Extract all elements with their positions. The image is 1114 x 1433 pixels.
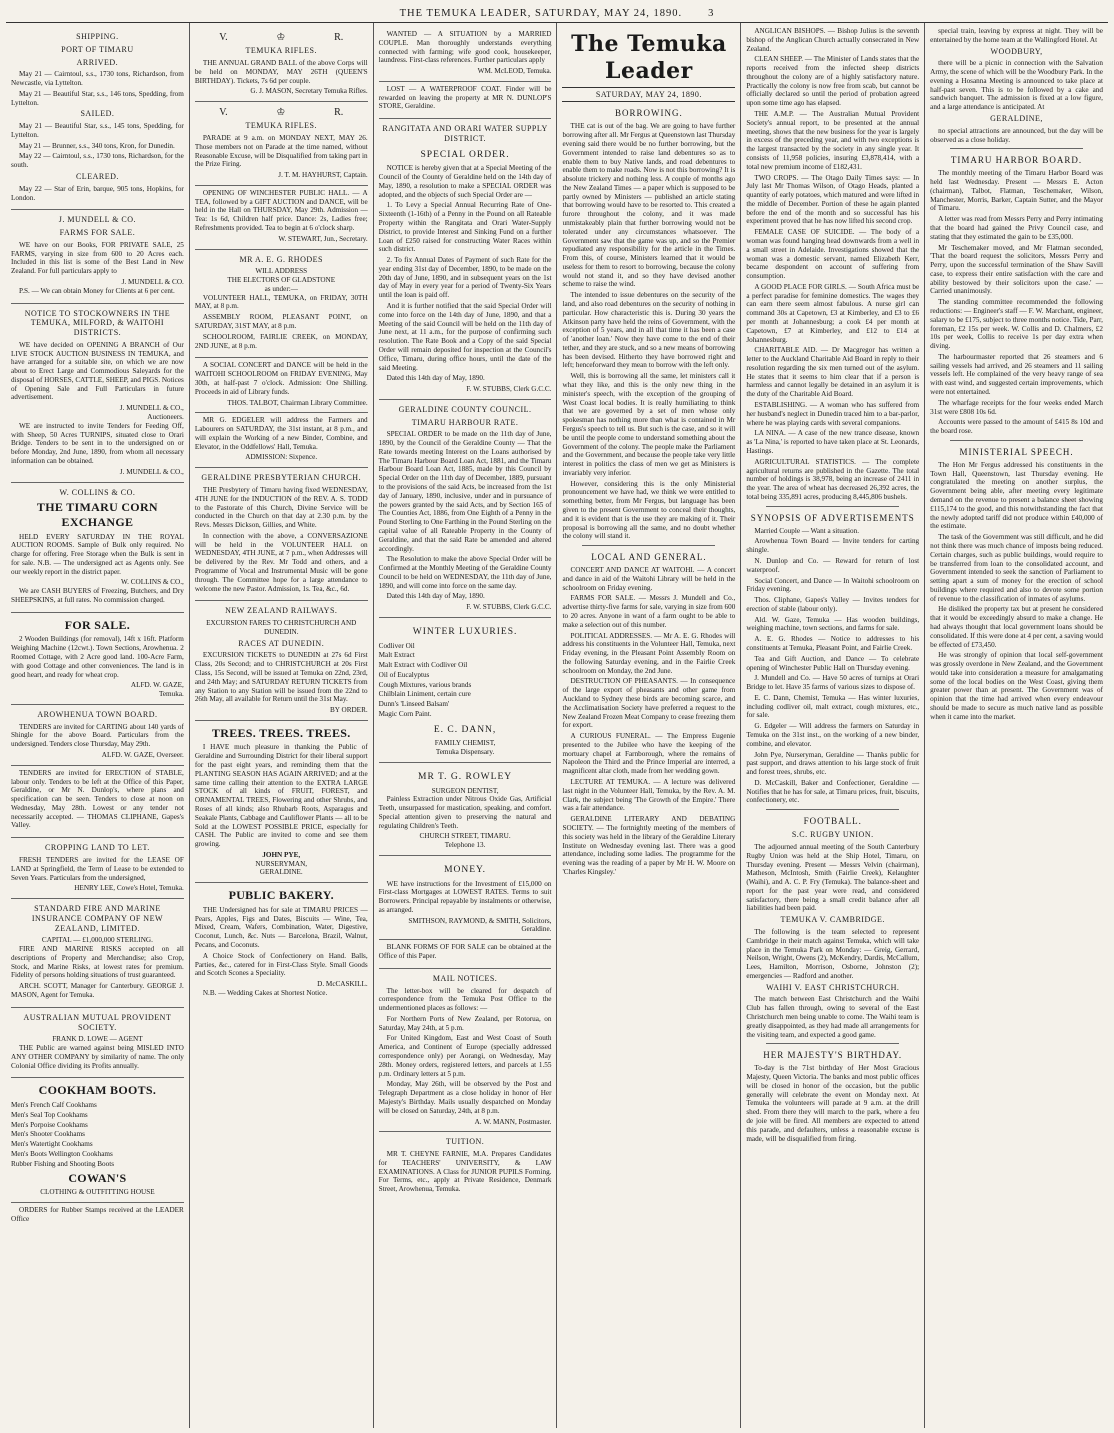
advert-title: PUBLIC BAKERY. — [228, 888, 334, 903]
news-item: DESTRUCTION OF PHEASANTS. — In consequence of the large export of pheasants and other game from Auckland to Sydney these birds are becoming scarce, and the Acclimatisation Society have preferred a request to the New Zealand Frozen Meat Company to cease freezing them for export. — [562, 677, 736, 730]
advert-heading: STANDARD FIRE AND MARINE INSURANCE COMPANY OF NEW ZEALAND, LIMITED. — [31, 904, 164, 933]
r-letter: R. — [334, 107, 344, 119]
article-paragraph: A letter was read from Messrs Perry and Perry intimating that the board had gained the Privy Council case, and stating that they estimated the gain to be £35,000. — [930, 215, 1103, 241]
list-item: Codliver Oil — [378, 641, 415, 650]
advert-body: 2 Wooden Buildings (for removal), 14ft x 16ft. Platform Weighing Machine (12cwt.). Town Sections, Arowhenua. 2 Roomed Cottage, with 2 Acre good land. 100-Acre Farm, with good Cottage and other conveniences. The land is in good heart, and ready for wheat crop. — [11, 635, 184, 679]
list-item: Chilblain Liniment, certain cure — [378, 690, 471, 699]
shipping-section — [11, 27, 184, 210]
list-item: Magic Corn Paint. — [378, 710, 432, 719]
advert-body: BLANK FORMS OF FOR SALE can be obtained at the Office of this Paper. — [378, 943, 552, 961]
shipping-entry: May 22 — Cairntoul, s.s., 1730 tons, Richardson, for the south. — [11, 152, 184, 170]
article-paragraph: THE cat is out of the bag. We are going to have further borrowing after all. Mr Fergus at Queenstown last Thursday evening said there would be no further borrowing, but the Government intended to raise land debentures so as to enable them to buy Native lands, and road debentures to enable them to make roads. Now is not this borrowing? It is absolute trickery and nothing less. A couple of months ago the New Zealand Times — a paper which is supposed to be partly owned by Ministers — published an article stating that borrowing would have to be resorted to. This created a furore throughout the colony, and it was made unmistakeably plain that further borrowing would not be tolerated under any circumstances whatsoever. The Government saw that the game was up, and so the Premier repudiated any responsibility for the article in the Times. From this, of course, Ministers learned that it would be useless for them to resort to borrowing, because the colony would not stand it, and so they have devised another scheme to raise the wind. — [562, 122, 736, 289]
advert-body: SPECIAL ORDER to be made on the 11th day of June, 1890, by the Council of the Geraldine County — That the Rate towards meeting Interest on the Loans authorised by The Timaru Harbour Board Loan Act, 1881, and the Timaru Harbour Board Loan Act, 1885, made by this Council by Special Order on the 11th day of December, 1889, pursuant to the provisions of the said Acts, be increased from the 1st day of January, 1890, inclusive, under and in pursuance of the powers granted by the said Acts, and by Section 165 of The Counties Act, 1886, from One Eighth of a Penny in the Pound Sterling to One Farthing in the Pound Sterling on the capital value of all Rateable Property in the County of Geraldine, and that the said Rate be amended and altered accordingly. — [378, 430, 552, 553]
advert-body: WE have instructions for the Investment of £15,000 on First-class Mortgages at LOWEST RATES. Terms to suit Borrowers. Principal repayable by instalments or otherwise, as arranged. — [378, 879, 552, 914]
article-paragraph: The task of the Government was still difficult, and he did not think there was much chance of imposts being reduced. Certain charges, such as public buildings, would require to be transferred from loan to the consolidated account, and Government intended to seek the sanction of Parliament to setting apart a sum of money for the erection of school buildings where required and also to devote some portion of revenue to the classification of inmates of asylums. — [930, 533, 1103, 603]
article-paragraph: The standing committee recommended the following reductions: — Engineer's staff — F. W. Marchant, engineer, salary to be £175, subject to three months notice. Tide, Parr, foreman, £2 15s per week. W. Collis and D. Chalmers, £2 10s per week, Collis to receive 1s per day extra when diving. — [930, 298, 1103, 351]
stockowners-advert — [11, 304, 184, 483]
column-2 — [190, 23, 374, 1428]
news-item: GERALDINE LITERARY AND DEBATING SOCIETY. — The fortnightly meeting of the members of this society was held in the library of the Geraldine Literary Institute on Wednesday evening last. There was a good attendance, including some ladies. The programme for the evening was the reading of a paper by Mr H. W. Moore on 'Charles Kingsley.' — [562, 815, 736, 876]
mail-notices — [379, 969, 552, 1132]
advert-heading: RANGITATA AND ORARI WATER SUPPLY DISTRICT. — [382, 124, 548, 143]
rifles-ball-advert — [195, 27, 368, 102]
column-5 — [741, 23, 925, 1428]
place-heading: GERALDINE, — [990, 114, 1043, 123]
advert-body: FRESH TENDERS are invited for the LEASE OF LAND at Springfield, the Term of Lease to be extended to Seven Years. Particulars from the undersigned, — [11, 855, 184, 882]
advert-body: EXCURSION TICKETS to DUNEDIN at 27s 6d First Class, 20s Second; and to CHRISTCHURCH at 20s First Class, 15s Second, will be issued at Temuka on 22nd, 23rd, and 24th May; and SATURDAY RETURN TICKETS from any Station to any Station will be issued from the 22nd to 26th May, all available for Return until the 31st May. — [194, 651, 368, 704]
synopsis-item: Ald. W. Gaze, Temuka — Has wooden buildings, weighing machine, town sections, and farms for sale. — [746, 615, 920, 633]
advert-heading: NOTICE TO STOCKOWNERS IN THE TEMUKA, MILFORD, & WAITOHI DISTRICTS. — [24, 308, 171, 338]
news-item: LA NINA. — A case of the new trance disease, known as 'La Nina,' is reported to have taken place at St. Leonards, Hastings. — [746, 429, 920, 455]
advert-subtitle: FAMILY CHEMIST, — [434, 739, 496, 748]
advert-signature: W. COLLINS & CO., — [121, 578, 184, 587]
advert-signature: J. MUNDELL & CO., — [119, 404, 184, 413]
advert-signature: THOS. TALBOT, Chairman Library Committee. — [227, 398, 368, 407]
news-item: CONCERT AND DANCE AT WAITOHI. — A concert and dance in aid of the Waitohi Library will be held in the schoolroom on Friday evening. — [562, 566, 736, 592]
order-item: 2. To fix Annual Dates of Payment of such Rate for the year ending 31st day of December, 1890, to be made on the 20th day of June, 1890, and in subsequent years on the 1st day of May in every year for a period of Twenty-Six Years until the loan is paid off. — [378, 256, 552, 300]
advert-body: THE ANNUAL GRAND BALL of the above Corps will be held on MONDAY, MAY 26TH (QUEEN'S BIRTHDAY). Tickets, 7s 6d per couple. — [194, 58, 368, 85]
port-heading: PORT OF TIMARU — [61, 44, 134, 54]
advert-body: NOTICE is hereby given that at a Special Meeting of the Council of the County of Geraldine held on the 14th day of May, 1890, a resolution to make a SPECIAL ORDER was adopted, and the objects of such Special Order are — — [378, 164, 552, 199]
chemist-advert — [379, 618, 552, 763]
list-item: Rubber Fishing and Shooting Boots — [11, 1159, 115, 1168]
advert-heading: TUITION. — [445, 1137, 485, 1147]
meeting-item: ASSEMBLY ROOM, PLEASANT POINT, on SATURDAY, 31ST MAY, at 8 p.m. — [194, 313, 368, 331]
advert-subtitle: Temuka Dispensary. — [435, 748, 495, 757]
list-item: Men's Shooter Cookhams — [11, 1130, 85, 1139]
article-paragraph: The wharfage receipts for the four weeks ended March 31st were £808 10s 6d. — [930, 398, 1103, 416]
news-item: ANGLICAN BISHOPS. — Bishop Julius is the seventh bishop of the Anglican Church actually consecrated in New Zealand. — [746, 27, 920, 53]
advert-signature: J. MUNDELL & CO. — [121, 277, 184, 286]
synopsis-item: Thos. Cliphane, Gapes's Valley — Invites tenders for erection of stable (labour only). — [746, 596, 920, 613]
speech-heading: MINISTERIAL SPEECH. — [959, 446, 1074, 457]
advert-heading: AROWHENUA TOWN BOARD. — [37, 709, 158, 719]
advert-signature: F. W. STUBBS, Clerk G.C.C. — [466, 385, 552, 394]
advert-signature: JOHN PYE, — [262, 850, 301, 859]
v-letter: V. — [219, 107, 228, 119]
column-6 — [925, 23, 1108, 1428]
advert-title: TREES. TREES. TREES. — [211, 725, 351, 740]
synopsis-item: Tea and Gift Auction, and Dance — To celebrate opening of Winchester Public Hall on Thursday evening. — [746, 654, 920, 672]
advert-heading: TEMUKA RIFLES. — [245, 121, 317, 131]
advert-body: PARADE at 9 a.m. on MONDAY NEXT, MAY 26. Those members not on Parade at the time named, without Reasonable Excuse, will be Disqualified from taking part in the Prize Firing. — [194, 134, 368, 169]
divider — [766, 506, 899, 507]
advert-signature: ALFD. W. GAZE, — [130, 681, 184, 690]
advert-capital: CAPITAL — £1,000,000 STERLING. — [41, 936, 153, 945]
social-concert-advert — [195, 358, 368, 413]
town-board-advert — [11, 705, 184, 766]
advert-agent: FRANK D. LOWE — AGENT — [52, 1035, 143, 1044]
article-paragraph: He disliked the property tax but at present he considered that it would be exceedingly absurd to make a change. He had always thought that local government loans should be consolidated. If this were done at 4 per cent, a saving would be effected of £73,450. — [930, 605, 1103, 649]
news-item: CHARITABLE AID. — Dr Macgregor has written a letter to the Auckland Charitable Aid Board in reply to their resolution regarding the six men turned out of the asylum. He states that it seems to him clear that if a person is harmless and cannot legally be detained in an asylum it is the duty of the Charitable Aid Board. — [746, 346, 920, 399]
tuition-advert — [379, 1132, 552, 1201]
cleared-heading: CLEARED. — [75, 172, 119, 182]
advert-body: MR T. CHEYNE FARNIE, M.A. Prepares Candidates for TEACHERS' UNIVERSITY, & LAW EXAMINATIONS. A Class for JUNIOR PUPILS Forming. For Terms, etc., apply at Private Residence, Denmark Street, Arowhenua, Temuka. — [378, 1150, 552, 1194]
advert-heading: AUSTRALIAN MUTUAL PROVIDENT SOCIETY. — [23, 1012, 172, 1032]
column-3 — [374, 23, 558, 1428]
advert-body: OPENING OF WINCHESTER PUBLIC HALL. — A TEA, followed by a GIFT AUCTION and DANCE, will be held in the Hall on THURSDAY, May 29th. Admission — Tea: 1s 6d, Children half price. Dance: 2s, Ladies free; Refreshments provided. Tea to begin at 6 o'clock sharp. — [194, 188, 368, 233]
divider — [766, 1043, 899, 1044]
advert-line: as under:— — [264, 284, 298, 293]
advert-signature: A. W. MANN, Postmaster. — [474, 1117, 552, 1126]
newspaper-flag: The Temuka Leader — [571, 31, 727, 84]
masthead-bar — [6, 4, 1108, 23]
crown-icon: ♔ — [276, 32, 286, 43]
list-item: Men's Porpoise Cookhams — [11, 1120, 88, 1129]
railways-advert — [195, 601, 368, 721]
advert-heading: CROPPING LAND TO LET. — [45, 843, 150, 853]
synopsis-item: E. C. Dann, Chemist, Temuka — Has winter luxuries, including codliver oil, malt extract, cough mixtures, etc., for sale. — [746, 693, 920, 720]
farms-advert — [11, 210, 184, 303]
advert-body: HELD EVERY SATURDAY IN THE ROYAL AUCTION ROOMS. Sample of Bulk only required. No charge for offering. Free Storage when the Bulk is sent in for sale. N.B. — The undersigned act as Agents only. See our weekly report in the district paper. — [11, 532, 184, 576]
divider — [950, 148, 1083, 149]
insurance-advert — [11, 899, 184, 1008]
advert-body: THE Presbytery of Timaru having fixed WEDNESDAY, 4TH JUNE for the INDUCTION of the REV. A. S. TODD to the Pastorate of this Church, Divine Service will be conducted in the Church on that day at 2.30 p.m. by the Revs. Messrs Dickson, Gillies, and White. — [194, 485, 368, 530]
shipping-entry: May 21 — Beautiful Star, s.s., 145 tons, Spedding, for Lyttelton. — [11, 122, 184, 139]
r-letter: R. — [334, 32, 344, 43]
advert-signature: F. W. STUBBS, Clerk G.C.C. — [466, 603, 552, 612]
advert-body: In connection with the above, a CONVERSAZIONE will be held in the VOLUNTEER HALL on WEDNESDAY, 4TH JUNE, at 7 p.m., when Addresses will be delivered by the Rev. Mr Todd and others, and a Programme of Vocal and Instrumental Music will be gone through. The Committee hope for a large attendance to welcome the new Pastor. Admission, 1s. Tea, &c., 6d. — [194, 531, 368, 593]
meeting-item: SCHOOLROOM, FAIRLIE CREEK, on MONDAY, 2ND JUNE, at 8 p.m. — [194, 332, 368, 350]
arrived-heading: ARRIVED. — [76, 57, 119, 67]
list-item: Men's Boots Wellington Cookhams — [11, 1149, 113, 1158]
advert-signature: D. McCASKILL. — [317, 980, 368, 989]
trees-advert — [195, 721, 368, 883]
local-news-heading: LOCAL AND GENERAL. — [591, 552, 707, 563]
advert-heading: NEW ZEALAND RAILWAYS. — [225, 606, 338, 616]
birthday-heading: HER MAJESTY'S BIRTHDAY. — [763, 1050, 903, 1061]
advert-heading: J. MUNDELL & CO. — [58, 215, 137, 225]
advert-title: MR T. G. ROWLEY — [418, 771, 513, 782]
advert-note: N.B. — Wedding Cakes at Shortest Notice. — [202, 988, 328, 997]
advert-heading: GERALDINE COUNTY COUNCIL. — [398, 404, 532, 414]
shipping-entry: May 22 — Star of Erin, barque, 905 tons, Hopkins, for London. — [11, 184, 184, 202]
advert-heading: MAIL NOTICES. — [432, 973, 498, 983]
column-1 — [6, 23, 190, 1428]
news-item: FARMS FOR SALE. — Messrs J. Mundell and Co., advertise thirty-five farms for sale, varying in size from 600 to 20 acres. Anyone in want of a farm ought to be able to make a selection out of this number. — [562, 594, 736, 629]
advert-heading: TEMUKA RIFLES. — [245, 46, 317, 56]
news-item: A GOOD PLACE FOR GIRLS. — South Africa must be a perfect paradise for feminine domestics. The wages they can earn there seem almost fabulous. A nurse girl can command 30s at Capetown, £3 at Kimberley, and £3 to £6 per month at Johannesburg; a cook £4 per month at Capetown, £7 at Kimberley, and £12 to £14 at Johannesburg. — [746, 282, 920, 344]
article-paragraph: The following is the team selected to represent Cambridge in their match against Temuka, which will take place in the Temuka Park on Monday: — Greig, Gerrard, Neilson, Wright, Owens (2), McKendry, Dardis, McCallum, Lees, Hamilton, Morrison, Osborne, Johnston (2); emergencies — Radford and another. — [746, 927, 920, 980]
lost-advert — [379, 82, 552, 119]
boots-advert — [11, 1078, 184, 1203]
list-item: Men's French Calf Cookhams — [11, 1101, 97, 1110]
list-item: Oil of Eucalyptus — [378, 670, 430, 679]
synopsis-heading: SYNOPSIS OF ADVERTISEMENTS — [750, 512, 915, 523]
article-paragraph: However, considering this is the only Ministerial pronouncement we have had, we think we were entitled to something better, from Mr Fergus, but language has been given to the present Government to conceal their thoughts, and it is evident that is the use they are making of it. Their proposal is borrowing all the same, and no doubt whether the colony will stand it. — [562, 479, 736, 541]
article-paragraph: Mr Teschemaker moved, and Mr Flatman seconded, 'That the board request the solicitors, Messrs Perry and Perry, upon the successful termination of the Shaw Savill case, to express their entire satisfaction with the care and ability bestowed by their solicitors upon the case.' — Carried unanimously. — [930, 243, 1103, 296]
synopsis-item: Social Concert, and Dance — In Waitohi schoolroom on Friday evening. — [746, 576, 920, 594]
wanted-advert — [379, 27, 552, 82]
synopsis-item: D. McCaskill, Baker and Confectioner, Geraldine — Notifies that he has for sale, at Timaru prices, fruit, biscuits, confectionery, etc. — [746, 778, 920, 805]
hall-opening-advert — [195, 186, 368, 250]
article-paragraph: The Hon Mr Fergus addressed his constituents in the Town Hall, Queenstown, last Thursday evening. He congratulated the meeting on another surplus, the Government being able, after meeting every legitimate demand on the revenue to present a balance sheet showing £115,174 to the good, and this notwithstanding the fact that the newly adopted tariff did not produce within £40,000 of the estimate. — [930, 460, 1103, 531]
shipping-entry: May 21 — Beautiful Star, s.s., 146 tons, Spedding, from Lyttelton. — [11, 89, 184, 107]
advert-address: CHURCH STREET, TIMARU. — [419, 832, 511, 841]
advert-line: WILL ADDRESS — [255, 267, 308, 276]
crown-icon: ♔ — [276, 107, 286, 119]
advert-subheading: EXCURSION FARES TO CHRISTCHURCH AND DUNEDIN. — [206, 619, 357, 636]
masthead-title: THE TEMUKA LEADER, SATURDAY, MAY 24, 1890. — [399, 7, 683, 19]
list-item: Men's Watertight Cookhams — [11, 1140, 93, 1149]
advert-admission: ADMISSION: Sixpence. — [245, 453, 318, 462]
news-item: LECTURE AT TEMUKA. — A lecture was delivered last night in the Volunteer Hall, Temuka, by the Rev. A. M. Clark, the subject being 'The Growth of the Empire.' There was a fair attendance. — [562, 778, 736, 813]
advert-body: FIRE AND MARINE RISKS accepted on all descriptions of Property and Merchandise; also Crop, Stock, and Marine Risks, at lowest rates for premium. Fidelity of persons holding situations of trust guaranteed. — [11, 945, 184, 980]
presbyterian-advert — [195, 468, 368, 601]
advert-subtitle: SURGEON DENTIST, — [431, 786, 499, 795]
advert-body: We are CASH BUYERS of Freezing, Butchers, and Dry SHEEPSKINS, at full rates. No commission charged. — [11, 587, 184, 604]
advert-signature: HENRY LEE, Cowe's Hotel, Temuka. — [74, 884, 184, 893]
article-heading: BORROWING. — [615, 108, 683, 119]
harbour-rate-advert — [379, 400, 552, 618]
advert-heading: MR A. E. G. RHODES — [239, 254, 323, 264]
list-item: Cough Mixtures, various brands — [378, 680, 472, 689]
article-paragraph: there will be a picnic in connection with the Salvation Army, the scene of which will be the Woodbury Park. In the evening a Hosanna Meeting is announced to take place at half-past seven. This is to be followed by a cake and sandwich banquet. The admission is fixed at a low figure, and a large attendance is anticipated. At — [930, 59, 1103, 112]
advert-heading: GERALDINE PRESBYTERIAN CHURCH. — [201, 473, 362, 483]
advert-title: THE TIMARU CORN EXCHANGE — [36, 500, 158, 529]
synopsis-item: John Pye, Nurseryman, Geraldine — Thanks public for past support, and draws attention to his large stock of fruit and forest trees, shrubs, etc. — [746, 750, 920, 777]
rhodes-advert — [195, 250, 368, 359]
shipping-heading: SHIPPING. — [76, 32, 119, 41]
bakery-advert — [195, 883, 368, 1004]
advert-date: Dated this 14th day of May, 1890. — [386, 592, 485, 601]
advert-body: MR G. EDGELER will address the Farmers and Labourers on SATURDAY, the 31st instant, at 8 p.m., and will explain the Working of a new Binder, Combine, and Elevator, in the Oddfellows' Hall, Temuka. — [194, 416, 368, 451]
column-4 — [557, 23, 741, 1428]
shipping-entry: May 21 — Cairntoul, s.s., 1730 tons, Richardson, from Newcastle, via Lyttelton. — [11, 70, 184, 88]
list-item: Malt Extract — [378, 651, 415, 660]
advert-subtitle: CLOTHING & OUTFITTING HOUSE — [40, 1188, 155, 1197]
advert-body: The letter-box will be cleared for despatch of correspondence from the Temuka Post Office to the undermentioned places as follows: — — [378, 986, 552, 1013]
advert-signature: ARCH. SCOTT, Manager for Canterbury. GEORGE J. MASON, Agent for Temuka. — [11, 982, 184, 999]
article-paragraph: The intended to issue debentures on the security of the land, and also road debentures on the security of nothing in particular. How characteristic this is. During 30 years the Atkinson party have held the reins of Government, with the exception of 5 years, and in all that time it has been a case of 'another loan.' Now they have come to the end of their tether, and they are stuck, and so a new means of borrowing has been devised. Hitherto they have borrowed right and left; henceforward they mean to borrow with the left only. — [562, 291, 736, 370]
edgeler-advert — [195, 413, 368, 468]
advert-signature: SMITHSON, RAYMOND, & SMITH, Solicitors, Geraldine. — [408, 916, 552, 934]
article-paragraph: He was strongly of opinion that local self-government was grossly overdone in New Zealand, and the Government would take into consideration a measure for amalgamating some of the local bodies on the West Coast, giving them greater power than at present. The Government was of opinion that the time had arrived when every endeavour should be made to secure as much native land as possible when it came into the market. — [930, 651, 1103, 721]
news-item: AGRICULTURAL STATISTICS. — The complete agricultural returns are published in the Gazette. The total number of holdings is 38,978, being an increase of 2411 in the year. The area of wheat has decreased 26,392 acres, the total being 335,891 acres, producing 8,445,806 bushels. — [746, 457, 920, 501]
article-paragraph: Accounts were passed to the amount of £415 8s 10d and the board rose. — [930, 418, 1103, 436]
advert-body: THE Public are warned against being MISLED INTO ANY OTHER COMPANY by similarity of name. The only Colonial Office dividing its Profits annually. — [11, 1044, 184, 1070]
synopsis-item: A. E. G. Rhodes — Notice to addresses to his constituents at Temuka, Pleasant Point, and Fairlie Creek. — [746, 635, 920, 652]
harbor-board-heading: TIMARU HARBOR BOARD. — [950, 155, 1083, 166]
advert-signature: W. STEWART, Jun., Secretary. — [278, 234, 368, 243]
advert-signature: J. T. M. HAYHURST, Captain. — [278, 171, 368, 180]
news-item: FEMALE CASE OF SUICIDE. — The body of a woman was found hanging head downwards from a well in a small street in Adelaide. Investigations showed that the woman was a domestic servant, named Elizabeth Kerr, became despondent on account of suffering from consumption. — [746, 228, 920, 281]
advert-subheading: TIMARU HARBOUR RATE. — [411, 417, 519, 427]
advert-signature: Auctioneers. — [147, 413, 184, 422]
special-order-advert — [379, 119, 552, 400]
amp-advert — [11, 1008, 184, 1079]
divider — [766, 809, 899, 810]
news-item: THE A.M.P. — The Australian Mutual Provident Society's annual report, to be presented at the annual meeting, shows that the new business for the year is largely in excess of the preceding year, and with two exceptions is the largest transacted by the society in any single year. It consists of 11,958 policies, insuring £3,878,414, with a total new premium income of £182,431. — [746, 110, 920, 171]
synopsis-item: G. Edgeler — Will address the farmers on Saturday in Temuka on the 31st inst., on the working of a new binder, combine, and elevator. — [746, 722, 920, 748]
dentist-advert — [379, 763, 552, 856]
advert-title: MONEY. — [444, 865, 487, 875]
advert-signature: J. MUNDELL & CO., — [119, 467, 184, 476]
advert-body: TENDERS are invited for ERECTION of STABLE, labour only. Tenders to be left at the Office of this Paper, Geraldine, or Mr N. Dunlop's, where plans and specification can be seen. Tenders to close at noon on Wednesday, May 28th. Lowest or any tender not necessarily accepted. — THOMAS CLIPHANE, Gapes's Valley. — [11, 768, 184, 830]
blank-forms-advert — [379, 940, 552, 969]
advert-signature: G. J. MASON, Secretary Temuka Rifles. — [250, 87, 368, 96]
mail-item: For Northern Ports of New Zealand, per Rotorua, on Saturday, May 24th, at 5 p.m. — [378, 1014, 552, 1032]
advert-body: Monday, May 26th, will be observed by the Post and Telegraph Department as a close holiday in honor of Her Majesty's Birthday. Mails usually despatched on Monday will be closed on Saturday, 24th, at 8 p.m. — [378, 1080, 552, 1115]
advert-title: COWAN'S — [68, 1170, 127, 1185]
football-subheading: S.C. RUGBY UNION. — [791, 830, 874, 840]
advert-body: WE have on our Books, FOR PRIVATE SALE, 25 FARMS, varying in size from 600 to 20 Acres each. Included in this list is some of the Best Land in New Zealand. For full particulars apply to — [11, 240, 184, 276]
advert-telephone: Telephone 13. — [444, 841, 486, 850]
synopsis-item: Married Couple — Want a situation. — [754, 526, 859, 535]
list-item: Men's Seal Top Cookhams — [11, 1110, 88, 1119]
match-heading: TEMUKA V. CAMBRIDGE. — [780, 915, 885, 925]
advert-body: The Resolution to make the above Special Order will be Confirmed at the Monthly Meeting of the Geraldine County Council to be held on WEDNESDAY, the 11th day of June, 1890, and will come into force on the same day. — [378, 555, 552, 590]
advert-title: WINTER LUXURIES. — [412, 626, 518, 637]
cropping-advert — [11, 838, 184, 899]
football-heading: FOOTBALL. — [803, 816, 862, 827]
advert-subheading: FARMS FOR SALE. — [59, 228, 136, 238]
advert-body: WE have decided on OPENING A BRANCH of Our LIVE STOCK AUCTION BUSINESS IN TEMUKA, and have arranged for a suitable site, on which we are now about to Erect Large and Commodious Saleyards for the disposal of HORSES, CATTLE, SHEEP, and PIGS. Notices of Opening Sale and Full Particulars in future advertisement. — [11, 340, 184, 402]
synopsis-item: J. Mundell and Co. — Have 50 acres of turnips at Orari Bridge to let. Have 35 farms of various sizes to dispose of. — [746, 674, 920, 692]
divider — [582, 545, 715, 546]
article-paragraph: Well, this is borrowing all the same, let ministers call it what they like, and this is the only new thing in the minister's speech, with the exception of the grouping of West Coast local bodies. It is really humiliating to think that we are governed by a set of men whose only spokesman has nothing more than what is contained in Mr Fergus's speech to tell us. But such is the case, and so it will be until the people come to understand something about the Government of the colony. The people make the Parliament and the Government, and because the people take very little interest in politics the class of men we get as Ministers is invariably very inferior. — [562, 372, 736, 477]
advert-body: WANTED — A SITUATION by a MARRIED COUPLE. Man thoroughly understands everything connected with farming; wife good cook, housekeeper, laundress. First-class references. Further particulars apply — [378, 30, 552, 65]
news-item: POLITICAL ADDRESSES. — Mr A. E. G. Rhodes will address his constituents in the Volunteer Hall, Temuka, next Friday evening, in the Pleasant Point Assembly Room on the following Saturday evening, and in the Fairlie Creek schoolroom on Monday, the 2nd June. — [562, 631, 736, 675]
advert-body: And it is further notified that the said Special Order will come into force on the 14th day of June, 1890, and that a Meeting of the said Council will be held on the 11th day of June next, at 11 a.m., for the purpose of confirming such resolution. The Rate Book and a Copy of the said Special Order will remain deposited for inspection at the Council's Office, Timaru, during office hours, until the date of the said Meeting. — [378, 302, 552, 372]
advert-body: I HAVE much pleasure in thanking the Public of Geraldine and Surrounding District for their liberal support for the past eight years, and reminding them that the PLANTING SEASON HAS AGAIN ARRIVED; and at the same time calling their attention to the EXTRA LARGE STOCK of all kinds of FRUIT, FOREST, and ORNAMENTAL TREES, Flowering and other Shrubs, and Roses of all kinds; also Rhubarb Roots, Asparagus and Seakale Plants, Cabbage and Cauliflower Plants — all to be Sold at the LOWEST POSSIBLE PRICE, especially for CASH. The Public are invited to come and see them growing. — [194, 743, 368, 849]
stamps-advert — [11, 1203, 184, 1231]
advert-body: LOST — A WATERPROOF COAT. Finder will be rewarded on leaving the property at MR N. DUNLOP'S STORE, Geraldine. — [378, 84, 552, 111]
for-sale-advert — [11, 613, 184, 705]
advert-subheading: RACES AT DUNEDIN. — [238, 638, 325, 648]
advert-signature: NURSERYMAN, — [255, 859, 308, 868]
advert-line: THE ELECTORS OF GLADSTONE — [227, 276, 336, 285]
money-advert — [379, 856, 552, 940]
rifles-parade-advert — [195, 102, 368, 186]
news-item: A CURIOUS FUNERAL. — The Empress Eugenie presented to the Jubilee who have the keeping of the mortuary chapel at Farnborough, where the remains of Napoleon the Third and the Prince Imperial are interred, a magnificent altar cloth, made from her wedding gown. — [562, 732, 736, 776]
article-paragraph: The match between East Christchurch and the Waihi Club has fallen through, owing to several of the East Christchurch men being unable to come. The Waihi team is greatly disappointed, as they had made all arrangements for the visiting team, and expected a good game. — [746, 995, 920, 1039]
article-paragraph: The harbourmaster reported that 26 steamers and 6 sailing vessels had arrived, and 26 steamers and 11 sailing vessels left. He complained of the very heavy range of sea with east wind, and suggested certain improvements, which were not entertained. — [930, 352, 1103, 397]
article-paragraph: The adjourned annual meeting of the South Canterbury Rugby Union was held at the Ship Hotel, Timaru, on Thursday evening. Present — Messrs Velvin (chairman), Matheson, McIntosh, Smith (Fairlie Creek), Kelaughter (Waihi), and A. C. P. Fry (Temuka). The balance-sheet and report for the past year were read, and considered satisfactory, there being a small credit balance after all liabilities had been paid. — [746, 842, 920, 913]
advert-signature: ALFD. W. GAZE, Overseer. — [101, 750, 184, 759]
dateline: SATURDAY, MAY 24, 1890. — [562, 87, 735, 103]
advert-body: A Choice Stock of Confectionery on Hand. Balls, Parties, &c., catered for in First-Class Style. Small Goods and Scotch Scones a Speciality. — [194, 951, 368, 978]
place-heading: WOODBURY, — [990, 46, 1043, 56]
advert-postscript: P.S. — We can obtain Money for Clients at 6 per cent. — [19, 286, 175, 295]
advert-subheading: SPECIAL ORDER. — [420, 149, 510, 160]
match-heading: WAIHI V. EAST CHRISTCHURCH. — [766, 982, 900, 992]
v-letter: V. — [219, 32, 228, 43]
advert-heading: W. COLLINS & CO. — [59, 487, 136, 497]
list-item: Malt Extract with Codliver Oil — [378, 661, 468, 670]
advert-signature: GERALDINE. — [259, 868, 303, 877]
news-item: TWO CROPS. — The Otago Daily Times says: — In July last Mr Thomas Wilson, of Otago Heads, planted a quantity of early potatoes, which matured and were lifted in the middle of December. Portion of these he again planted before the end of the month and so successful has his experiment proved that he has now lifted his second crop. — [746, 173, 920, 226]
mail-item: For United Kingdom, East and West Coast of South America, and Continent of Europe (specially addressed correspondence only) per Aorangi, on Wednesday, May 28th. Money orders, registered letters, and parcels at 1.55 p.m. Ordinary letters at 5 p.m. — [378, 1034, 552, 1078]
list-item: Dunn's 'Linseed Balsam' — [378, 700, 450, 709]
advert-body: TENDERS are invited for CARTING about 140 yards of Shingle for the above Board. Particulars from the undersigned. Tenders close Thursday, May 29th. — [11, 722, 184, 749]
advert-body: Painless Extraction under Nitrous Oxide Gas, Artificial Teeth, unsurpassed for mastication, speaking, and comfort. Special attention given to preserving the natural and regulating Children's Teeth. — [378, 795, 552, 830]
divider — [950, 440, 1083, 441]
news-item: ESTABLISHING. — A woman who has suffered from her husband's neglect in Dunedin traced him to a bar-parlor, where he was playing cards with several companions. — [746, 401, 920, 427]
page-number: 3 — [708, 7, 715, 19]
article-paragraph: special train, leaving by express at night. They will be entertained by the home team at the Wallingford Hotel. At — [930, 27, 1103, 44]
advert-body: ORDERS for Rubber Stamps received at the LEADER Office — [11, 1205, 184, 1223]
advert-date: Dated this 14th day of May, 1890. — [386, 374, 485, 383]
advert-signature: Temuka. — [158, 690, 184, 699]
article-paragraph: To-day is the 71st birthday of Her Most Gracious Majesty, Queen Victoria. The banks and most public offices will be closed in honor of the occasion, but the public generally will celebrate the event on Monday next. At Temuka the volunteers will parade at 9 a.m. at the drill shed. From there they will march to the park, where a feu de joie will be fired. All members are expected to attend this parade, and defaulters, unless a reasonable excuse is made, will be disqualified from firing. — [746, 1064, 920, 1143]
shipping-entry: May 21 — Brunner, s.s., 340 tons, Kron, for Dunedin. — [19, 141, 175, 150]
advert-signature: BY ORDER. — [329, 706, 368, 715]
advert-body: THE Undersigned has for sale at TIMARU PRICES — Pears, Apples, Figs and Dates, Biscuits — Wine, Tea, Mixed, Cream, Wafers, Combination, Water, Digestive, Coconut, Lunch, &c. Nuts — Barcelona, Brazil, Walnut, Pecans, and Coconuts. — [194, 905, 368, 949]
synopsis-item: N. Dunlop and Co. — Reward for return of lost waterproof. — [746, 556, 920, 574]
advert-title: COOKHAM BOOTS. — [38, 1083, 157, 1098]
advert-body: WE are instructed to invite Tenders for Feeding Off, with Sheep, 50 Acres TURNIPS, situated close to Orari Bridge. Tenders to be sent in to the undersigned on or before Monday, 2nd June, 1890, from whom all necessary information can be obtained. — [11, 421, 184, 465]
order-item: 1. To Levy a Special Annual Recurring Rate of One-Sixteenth (1-16th) of a Penny in the Pound on all Rateable Property within the Rangitata and Orari Water-Supply District, to provide Interest and Sinking Fund on a further Loan of £250 raised for constructing Water Races within such district. — [378, 201, 552, 254]
advert-signature: WM. McLEOD, Temuka. — [477, 67, 552, 76]
vr-emblem — [195, 107, 368, 119]
sailed-heading: SAILED. — [80, 109, 115, 119]
article-paragraph: The monthly meeting of the Timaru Harbor Board was held last Wednesday. Present — Messrs E. Acton (chairman), Talbot, Flatman, Teschemaker, Wilson, Manchester, Morris, Barker, Captain Sutter, and the Mayor of Timaru. — [930, 169, 1103, 213]
meeting-item: VOLUNTEER HALL, TEMUKA, on FRIDAY, 30TH MAY, at 8 p.m. — [194, 293, 368, 311]
synopsis-item: Arowhenua Town Board — Invite tenders for carting shingle. — [746, 537, 920, 555]
news-item: CLEAN SHEEP. — The Minister of Lands states that the reports received from the infected sheep districts throughout the colony are of a highly satisfactory nature. Practically the colony is now free from scab, but cannot be officially declared so until the period of probation agreed upon some time ago has elapsed. — [746, 55, 920, 108]
advert-title: FOR SALE. — [64, 617, 131, 632]
advert-body: A SOCIAL CONCERT and DANCE will be held in the WAITOHI SCHOOLROOM on FRIDAY EVENING, May 30th, at half-past 7 o'clock. Admission: One Shilling. Proceeds in aid of Library funds. — [194, 361, 368, 396]
article-paragraph: no special attractions are announced, but the day will be observed as a close holiday. — [930, 126, 1103, 144]
advert-title: E. C. DANN, — [433, 724, 497, 735]
vr-emblem — [195, 32, 368, 44]
corn-exchange-advert — [11, 483, 184, 613]
stable-advert — [11, 766, 184, 838]
